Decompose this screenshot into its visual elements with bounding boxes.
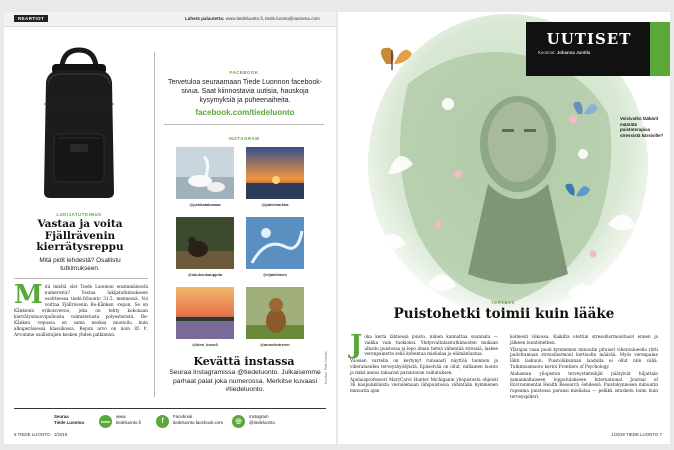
- footer-divider: [14, 408, 326, 409]
- facebook-icon[interactable]: f: [156, 415, 169, 428]
- footer-instagram[interactable]: Instagram @tiedeluonto: [249, 414, 275, 425]
- article-headline: Puistohetki toimii kuin lääke: [393, 306, 615, 322]
- section-compiler: Koonnut: Johanna Juntila: [538, 50, 591, 55]
- instagram-icon[interactable]: ◎: [232, 415, 245, 428]
- footer-facebook[interactable]: Facebook tiedeluonto.facebook.com: [173, 414, 224, 425]
- instagram-title: Kevättä instassa: [193, 355, 295, 368]
- instagram-photo-grouse[interactable]: [176, 217, 234, 269]
- photo-credit: Kuvitus: Petri Nuotio: [324, 351, 328, 384]
- contest-title: Vastaa ja voita Fjällrävenin kierrätysreppu: [36, 218, 124, 253]
- footer-brand: Seuraa Tiede Luontoa: [54, 414, 84, 425]
- web-icon[interactable]: www: [99, 415, 112, 428]
- instagram-photo-frost[interactable]: [246, 217, 304, 269]
- divider: [164, 124, 324, 125]
- page-footer: 1/2019 TIEDE LUONTO 7: [611, 432, 662, 437]
- instagram-text: Seuraa Instagramissa @tiedeluonto. Julkaisemme parhaat palat joka numerossa. Merkitse kuvaasi #tiedeluonto.: [169, 369, 321, 393]
- instagram-photo-sunset[interactable]: [246, 147, 304, 199]
- right-page: [324, 12, 670, 444]
- page-footer: 6 TIEDE LUONTO · 1/2019: [14, 432, 68, 437]
- facebook-text: Tervetuloa seuraamaan Tiede Luonnon facebook-sivua. Saat kiinnostavia uutisia, hauskoja kysymyksiä ja puheenaiheita.: [167, 79, 323, 104]
- article-column-1: J oka kerta lähtiessä puisto, niinen kannattaa suunnata — vaikka vain tuokioksi. Yhdysvaltalaistutkimusten mukaan ulkoilu puistossa ja lepo ilman tieteä vähentää stressiä, laskee verenpainetta sekä kohentaa mielialaa ja elämänlaatua. Vuosien varrella on kertynyt runsaasti näyttöä luonnon ja viheralueiden terveyshyödyistä. Epäselvää on ollut, millainen luonto ja mikä annos takaavat parantavan vaikutuksen. Apulaisprofessori MaryCarol Hunter Michiganin yliopistosta ohjeisti 36 kaupunkilaista vierailemaan lähipuistossa vähintään kymmenen minuutin ajan: [350, 330, 498, 394]
- instagram-caption: @kimi_koso0: [192, 342, 218, 347]
- contest-subtitle: Mitä pidit lehdestä? Osallistu tutkimukseen.: [39, 257, 121, 272]
- top-bar: [4, 12, 336, 27]
- instagram-caption: @skukonkauppila: [187, 272, 223, 277]
- side-note: Voisivatko lääkärit määrätä puistoterapiaa stressistä kärsiville?: [620, 116, 664, 138]
- contest-kicker: LUKIJATUTKIMUS: [56, 212, 102, 217]
- instagram-photo-swans[interactable]: [176, 147, 234, 199]
- facebook-link[interactable]: facebook.com/tiedeluonto: [195, 108, 295, 117]
- article-column-2: kolmesti viikossa. Kaikilta otettiin stressihormonitasot ennen ja jälkeen luontohetken. Ylärajan vaan puoli kymmenen minuutin pituiset viheroalueella riitti pudottamaan stressihormoni kortisolin määrää. Myös verenpaine lähti laskuun. Puistoliikunnan laadulla ei ollut niin väliä. Tutkimusmuoto kertoi Frontiers of Psychology. Alabaman yliopiston terveystieteilijät päätyivät hiljattain samankaltaiseen lopputulokseen International Journal of Environmental Health Research -lehdessä. Puistokynnesen minuutin rupeama puistossa paransi mielialaa — pelkkä istuskelu toimi kuin terveyspilleri.: [510, 334, 658, 399]
- section-tag: REARTIOT: [14, 15, 48, 22]
- column-divider: [154, 52, 155, 397]
- instagram-kicker: INSTAGRAM: [228, 136, 260, 141]
- instagram-photo-dog[interactable]: [246, 287, 304, 339]
- accent-bar: [650, 22, 670, 76]
- instagram-caption: @pekkatakamaa: [189, 202, 221, 207]
- instagram-caption: @rijaleitmen: [263, 272, 287, 277]
- instagram-caption: @paivimarkka: [261, 202, 289, 207]
- divider: [14, 278, 148, 279]
- section-title: UUTISET: [546, 30, 632, 48]
- facebook-kicker: FACEBOOK: [229, 70, 259, 75]
- instagram-caption: @annotrotrever: [260, 342, 290, 347]
- footer-web[interactable]: www. tiedeluonto.fi: [116, 414, 141, 425]
- contest-body: Mitä mieltä olet Tiede Luonnon ensimmäisestä numerosta? Vastaa lukijatutkimukseen osoitteessa tiede.fi/luonto 31.5. mennessä. Voi voittaa Fjällrävenin Re-Kånken -repun. Se on Kånkenin erikoisversio, joka on tehty kokonaan kierrätysmuovipulloista valmistetusta polyesteristä. Re-Kånken -repussa on sama neoksa muotoilu kuin alkuperäisessä klassikossa. Repun arvo on noin 85 €. Arvomme osallistujien kesken yhden palkinnon.: [14, 280, 148, 337]
- article-kicker: TERVEYS: [491, 300, 515, 305]
- feedback-note: Lähetä palautetta: www.tiedeluonto.fi, tiede.luonto@sanoma.com: [185, 16, 320, 21]
- instagram-photo-lake[interactable]: [176, 287, 234, 339]
- left-page: [4, 12, 336, 444]
- backpack-image: [24, 44, 134, 204]
